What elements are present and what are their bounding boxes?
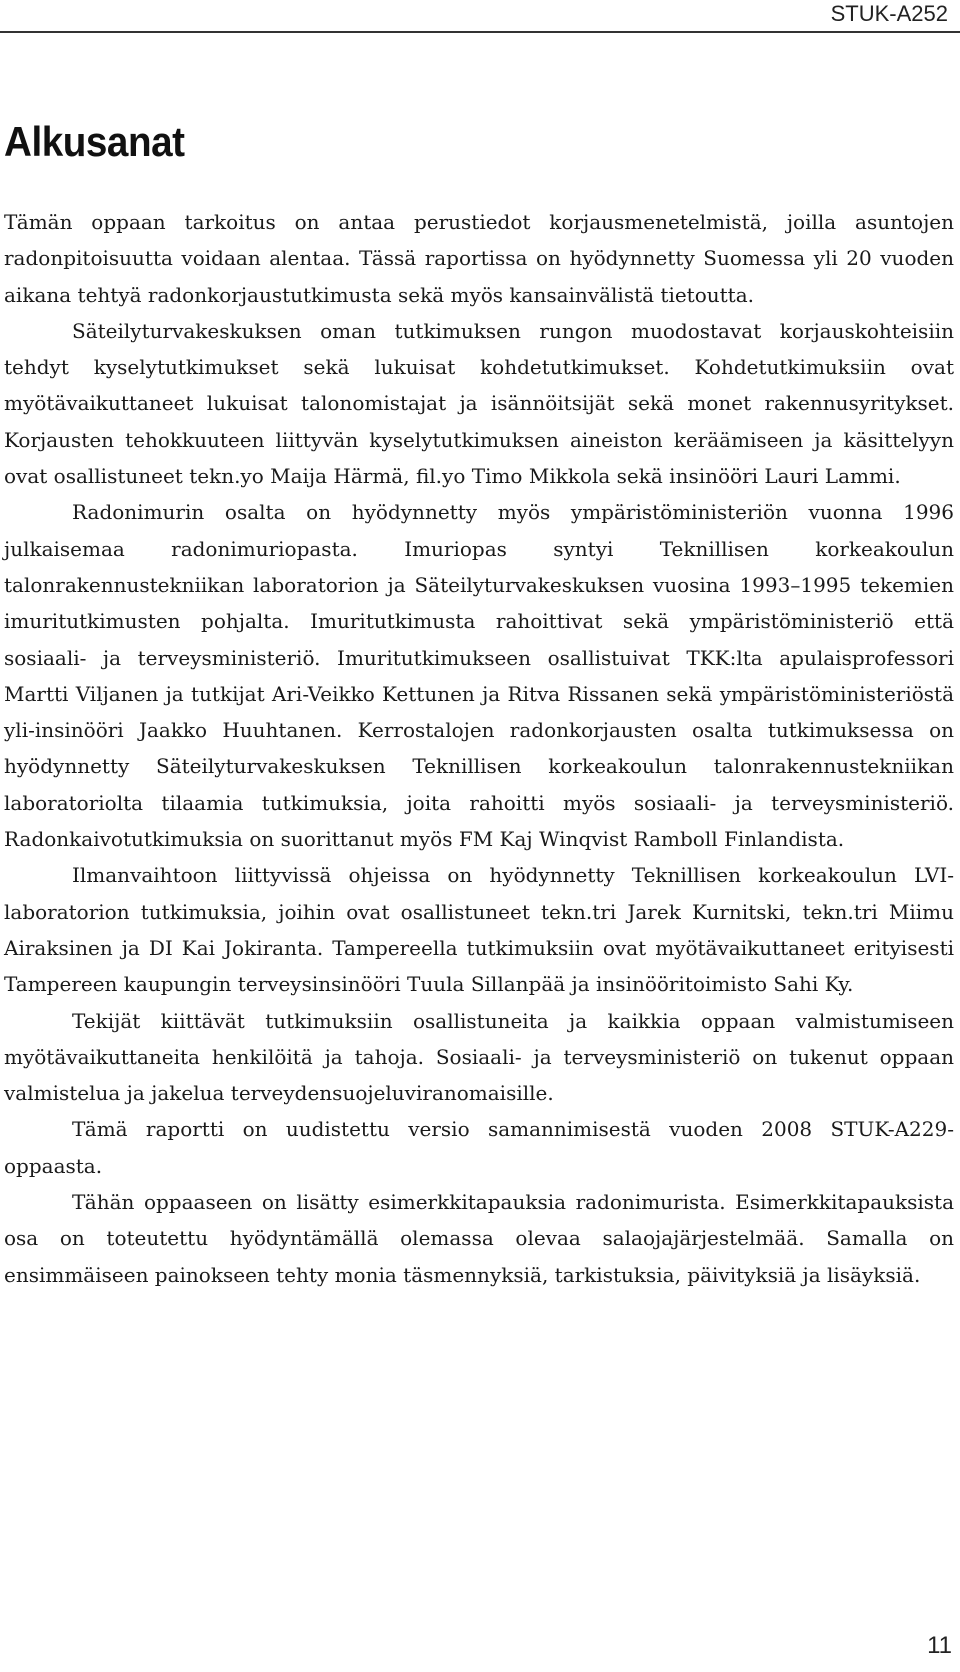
paragraph-4: Ilmanvaihtoon liittyvissä ohjeissa on hyödynnetty Teknillisen korkeakoulun LVI-laboratorion tutkimuksia, joihin ovat osallistuneet tekn.tri Jarek Kurnitski, tekn.tri Miimu Airaksinen ja DI Kai Jokiranta. Tampereella tutkimuksiin ovat myötävaikuttaneet erityisesti Tampereen kaupungin terveysinsinööri Tuula Sillanpää ja insinööritoimisto Sahi Ky. [4,863,954,997]
page-number: 11 [927,1632,952,1659]
running-header [0,0,960,32]
paragraph-1: Tämän oppaan tarkoitus on antaa perustiedot korjausmenetelmistä, joilla asuntojen radonpitoisuutta voidaan alentaa. Tässä raportissa on hyödynnetty Suomessa yli 20 vuoden aikana tehtyä radonkorjaustutkimusta sekä myös kansainvälistä tietoutta. [4,210,954,307]
report-code: STUK-A252 [830,1,948,26]
page-title: Alkusanat [4,118,185,165]
paragraph-2: Säteilyturvakeskuksen oman tutkimuksen rungon muodostavat korjauskohteisiin tehdyt kyselytutkimukset sekä lukuisat kohdetutkimukset. Kohdetutkimuksiin ovat myötävaikuttaneet lukuisat talonomistajat ja isännöitsijät sekä monet rakennusyritykset. Korjausten tehokkuuteen liittyvän kyselytutkimuksen aineiston keräämiseen ja käsittelyyn ovat osallistuneet tekn.yo Maija Härmä, fil.yo Timo Mikkola sekä insinööri Lauri Lammi. [4,318,954,489]
paragraph-3: Radonimurin osalta on hyödynnetty myös ympäristöministeriön vuonna 1996 julkaisemaa radonimuriopasta. Imuriopas syntyi Teknillisen korkeakoulun talonrakennustekniikan laboratorion ja Säteilyturvakeskuksen vuosina 1993–1995 tekemien imuritutkimusten pohjalta. Imuritutkimusta rahoittivat sekä ympäristöministeriö että sosiaali- ja terveysministeriö. Imuritutkimukseen osallistuivat TKK:lta apulaisprofessori Martti Viljanen ja tutkijat Ari-Veikko Kettunen ja Ritva Rissanen sekä ympäristöministeriöstä yli-insinööri Jaakko Huuhtanen. Kerrostalojen radonkorjausten osalta tutkimuksessa on hyödynnetty Säteilyturvakeskuksen Teknillisen korkeakoulun talonrakennustekniikan laboratoriolta tilaamia tutkimuksia, joita rahoitti myös sosiaali- ja terveysministeriö. Radonkaivotutkimuksia on suorittanut myös FM Kaj Winqvist Ramboll Finlandista. [4,500,954,852]
body-text [4,204,954,1293]
paragraph-5: Tekijät kiittävät tutkimuksiin osallistuneita ja kaikkia oppaan valmistumiseen myötävaikuttaneita henkilöitä ja tahoja. Sosiaali- ja terveysministeriö on tukenut oppaan valmistelua ja jakelua terveydensuojeluviranomaisille. [4,1008,954,1106]
paragraph-6: Tämä raportti on uudistettu versio samannimisestä vuoden 2008 STUK-A229-oppaasta. [4,1117,954,1178]
header-divider [0,31,960,33]
paragraph-7: Tähän oppaaseen on lisätty esimerkkitapauksia radonimurista. Esimerkkitapauksista osa on toteutettu hyödyntämällä olemassa olevaa salaojajärjestelmää. Samalla on ensimmäiseen painokseen tehty monia täsmennyksiä, tarkistuksia, päivityksiä ja lisäyksiä. [4,1190,954,1287]
